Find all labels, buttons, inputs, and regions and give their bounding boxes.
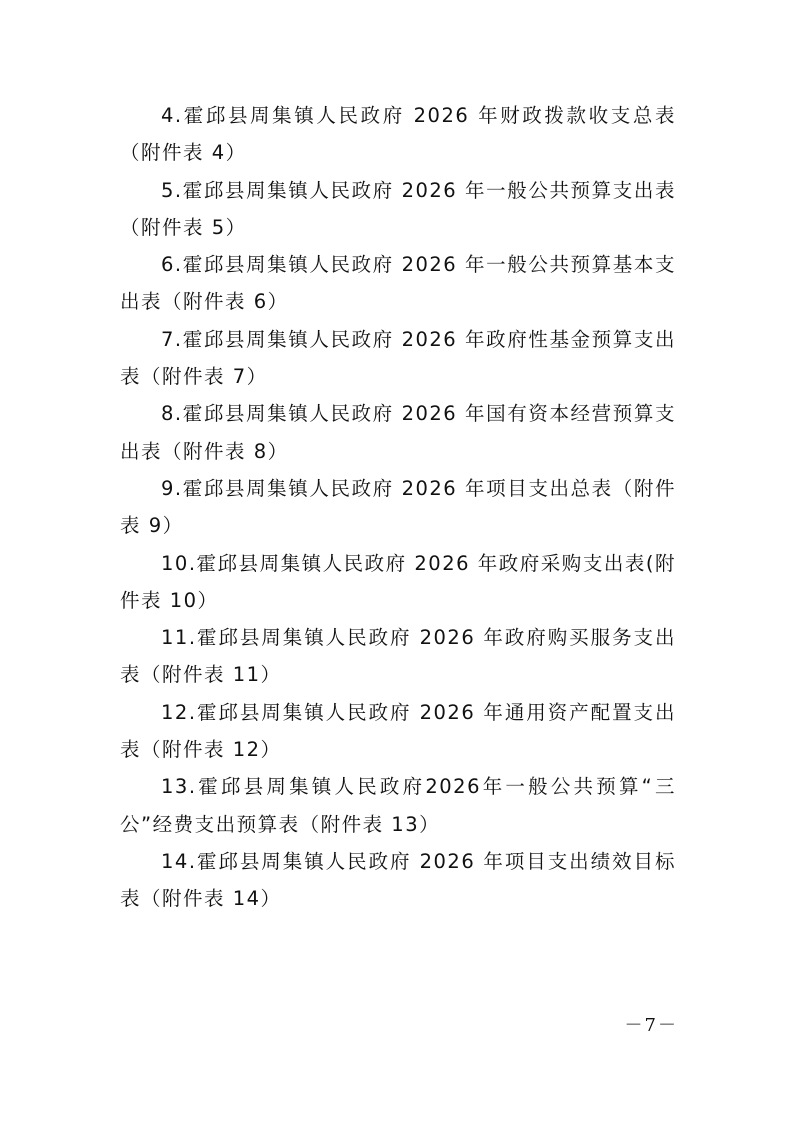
list-item: 11.霍邱县周集镇人民政府 2026 年政府购买服务支出表（附件表 11）	[120, 626, 676, 687]
list-item: 9.霍邱县周集镇人民政府 2026 年项目支出总表（附件表 9）	[120, 476, 676, 538]
list-item: 12.霍邱县周集镇人民政府 2026 年通用资产配置支出表（附件表 12）	[120, 700, 676, 762]
list-item: 14.霍邱县周集镇人民政府 2026 年项目支出绩效目标表（附件表 14）	[120, 849, 676, 911]
list-item: 13.霍邱县周集镇人民政府2026年一般公共预算“三公”经费支出预算表（附件表 13）	[120, 775, 676, 836]
list-item: 10.霍邱县周集镇人民政府 2026 年政府采购支出表(附件表 10）	[120, 551, 676, 612]
list-item: 8.霍邱县周集镇人民政府 2026 年国有资本经营预算支出表（附件表 8）	[120, 402, 676, 463]
list-item: 7.霍邱县周集镇人民政府 2026 年政府性基金预算支出表（附件表 7）	[120, 327, 676, 389]
attachment-list	[120, 97, 676, 918]
page-number: －7－	[624, 1015, 678, 1036]
list-item: 5.霍邱县周集镇人民政府 2026 年一般公共预算支出表（附件表 5）	[120, 178, 676, 239]
list-item: 4.霍邱县周集镇人民政府 2026 年财政拨款收支总表（附件表 4）	[120, 104, 676, 165]
list-item: 6.霍邱县周集镇人民政府 2026 年一般公共预算基本支出表（附件表 6）	[120, 253, 676, 314]
